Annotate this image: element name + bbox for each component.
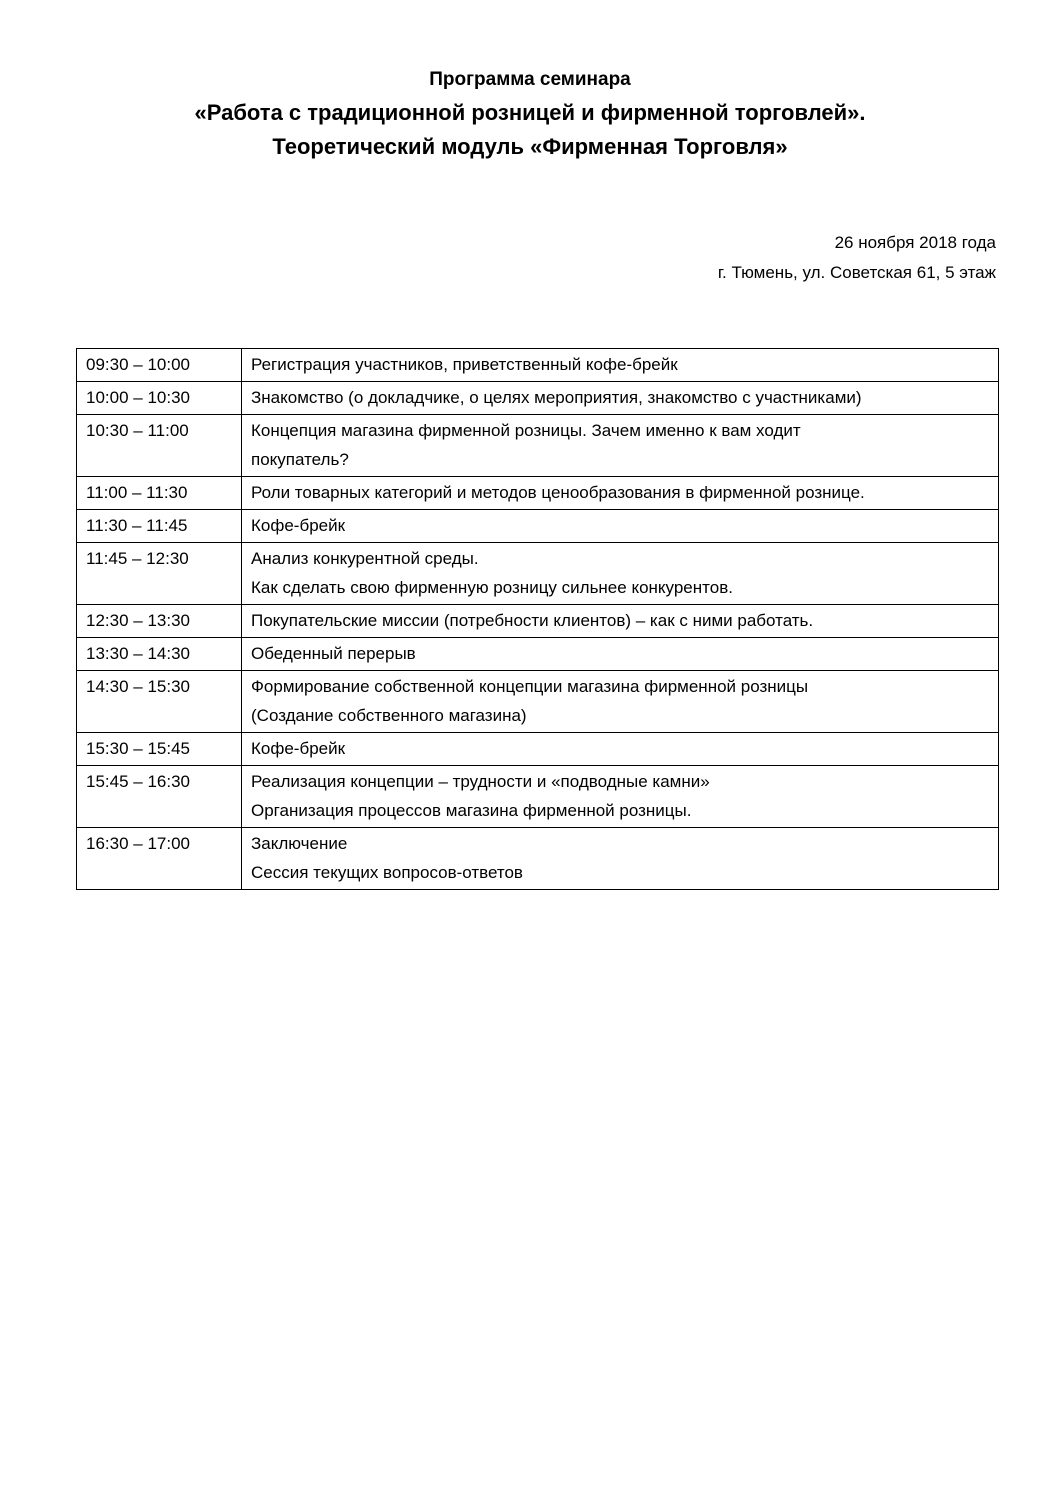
schedule-description-line: Анализ конкурентной среды. bbox=[251, 549, 479, 568]
schedule-description-line: Формирование собственной концепции магазина фирменной розницы bbox=[251, 677, 809, 696]
schedule-body bbox=[77, 349, 999, 890]
schedule-description-line: Организация процессов магазина фирменной розницы. bbox=[251, 801, 692, 820]
schedule-row bbox=[77, 766, 999, 828]
schedule-row bbox=[77, 510, 999, 543]
schedule-description bbox=[242, 349, 999, 382]
schedule-time: 16:30 – 17:00 bbox=[77, 828, 242, 890]
schedule-time: 11:30 – 11:45 bbox=[77, 510, 242, 543]
schedule-description bbox=[242, 671, 999, 733]
schedule-description bbox=[242, 733, 999, 766]
schedule-description bbox=[242, 638, 999, 671]
schedule-description-line: Реализация концепции – трудности и «подводные камни» bbox=[251, 772, 710, 791]
schedule-time: 15:30 – 15:45 bbox=[77, 733, 242, 766]
schedule-row bbox=[77, 477, 999, 510]
schedule-description bbox=[242, 605, 999, 638]
schedule-time: 11:00 – 11:30 bbox=[77, 477, 242, 510]
schedule-description-line: Регистрация участников, приветственный кофе-брейк bbox=[251, 355, 678, 374]
schedule-row bbox=[77, 638, 999, 671]
schedule-description-line: (Создание собственного магазина) bbox=[251, 706, 527, 725]
schedule-row bbox=[77, 382, 999, 415]
schedule-row bbox=[77, 671, 999, 733]
schedule-row bbox=[77, 828, 999, 890]
schedule-description-line: Как сделать свою фирменную розницу сильнее конкурентов. bbox=[251, 578, 733, 597]
schedule-description-line: Кофе-брейк bbox=[251, 739, 346, 758]
schedule-description bbox=[242, 382, 999, 415]
schedule-description-line: Кофе-брейк bbox=[251, 516, 346, 535]
document-title-line-1: Программа семинара bbox=[429, 69, 631, 90]
schedule-description-line: Обеденный перерыв bbox=[251, 644, 416, 663]
document-title-line-2: «Работа с традиционной розницей и фирменной торговлей». bbox=[194, 100, 866, 125]
schedule-description-line: Покупательские миссии (потребности клиентов) – как с ними работать. bbox=[251, 611, 814, 630]
schedule-time: 11:45 – 12:30 bbox=[77, 543, 242, 605]
schedule-table bbox=[76, 348, 999, 890]
schedule-row bbox=[77, 733, 999, 766]
schedule-time: 12:30 – 13:30 bbox=[77, 605, 242, 638]
schedule-description-line: покупатель? bbox=[251, 450, 349, 469]
schedule-time: 09:30 – 10:00 bbox=[77, 349, 242, 382]
schedule-description bbox=[242, 477, 999, 510]
schedule-description-line: Концепция магазина фирменной розницы. Зачем именно к вам ходит bbox=[251, 421, 801, 440]
schedule-row bbox=[77, 415, 999, 477]
document-title-line-3: Теоретический модуль «Фирменная Торговля» bbox=[272, 134, 788, 159]
title-block bbox=[0, 64, 1060, 164]
schedule-time: 14:30 – 15:30 bbox=[77, 671, 242, 733]
schedule-time: 15:45 – 16:30 bbox=[77, 766, 242, 828]
schedule-description bbox=[242, 543, 999, 605]
schedule-time: 10:30 – 11:00 bbox=[77, 415, 242, 477]
schedule-description-line: Знакомство (о докладчике, о целях мероприятия, знакомство с участниками) bbox=[251, 388, 862, 407]
event-meta bbox=[718, 228, 996, 288]
schedule-description-line: Роли товарных категорий и методов ценообразования в фирменной рознице. bbox=[251, 483, 865, 502]
schedule-row bbox=[77, 349, 999, 382]
schedule-row bbox=[77, 543, 999, 605]
schedule-row bbox=[77, 605, 999, 638]
schedule-description bbox=[242, 510, 999, 543]
schedule-description-line: Сессия текущих вопросов-ответов bbox=[251, 863, 523, 882]
event-date: 26 ноября 2018 года bbox=[834, 233, 996, 252]
schedule-time: 10:00 – 10:30 bbox=[77, 382, 242, 415]
schedule-description bbox=[242, 415, 999, 477]
event-location: г. Тюмень, ул. Советская 61, 5 этаж bbox=[717, 263, 996, 282]
schedule-time: 13:30 – 14:30 bbox=[77, 638, 242, 671]
schedule-description bbox=[242, 766, 999, 828]
schedule-description-line: Заключение bbox=[251, 834, 348, 853]
schedule-description bbox=[242, 828, 999, 890]
